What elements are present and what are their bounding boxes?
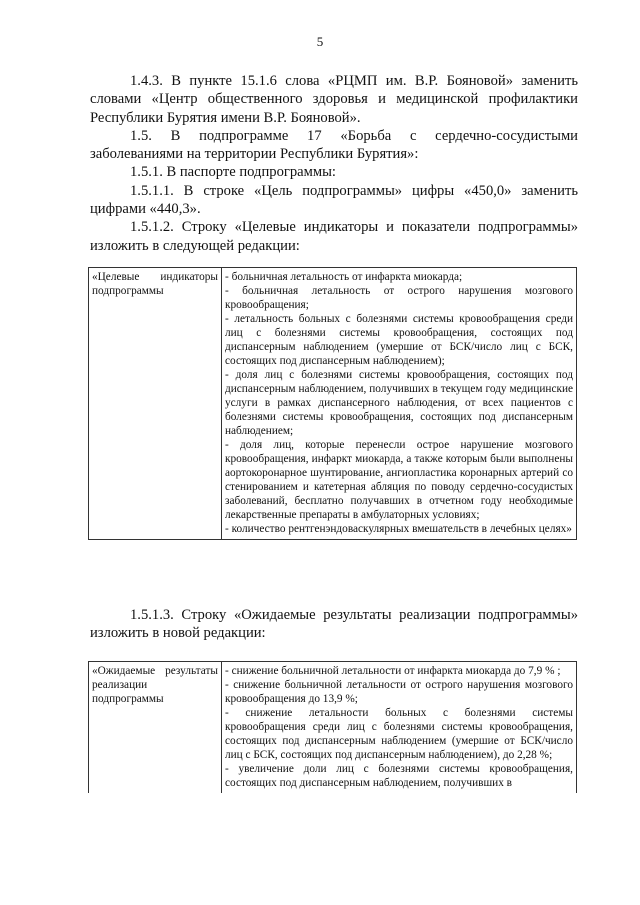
indicators-cell bbox=[222, 268, 577, 540]
list-item: - количество рентгенэндоваскулярных вмешательств в лечебных целях» bbox=[225, 523, 572, 535]
page-number: 5 bbox=[316, 34, 324, 49]
list-item: - увеличение доли лиц с болезнями системы кровообращения, состоящих под диспансерным наблюдением, получивших в bbox=[225, 763, 573, 789]
paragraph-1-5-1: 1.5.1. В паспорте подпрограммы: bbox=[130, 164, 336, 181]
paragraph-1-5-1-2: 1.5.1.2. Строку «Целевые индикаторы и показатели подпрограммы» изложить в следующей редакции: bbox=[90, 219, 578, 254]
list-item: - доля лиц, которые перенесли острое нарушение мозгового кровообращения, инфаркт миокарда, а также которым были выполнены аортокоронарное шунтирование, ангиопластика коронарных артерий со стенированием и катетерная абляция по поводу сердечно-сосудистых заболеваний, бесплатно получавших в отчетном году необходимые лекарственные препараты в амбулаторных условиях; bbox=[225, 439, 573, 521]
table-row bbox=[89, 662, 577, 794]
results-cell bbox=[222, 662, 577, 794]
row-label-cell bbox=[89, 268, 222, 540]
paragraph-1-5-1-1: 1.5.1.1. В строке «Цель подпрограммы» цифры «450,0» заменить цифрами «440,3». bbox=[90, 182, 578, 218]
target-indicators-table bbox=[88, 267, 577, 540]
table-row bbox=[89, 268, 577, 540]
paragraph-1-5-1-3: 1.5.1.3. Строку «Ожидаемые результаты реализации подпрограммы» изложить в новой редакции: bbox=[90, 607, 578, 642]
list-item: - снижение больничной летальности от острого нарушения мозгового кровообращения до 13,9 %; bbox=[225, 679, 573, 705]
paragraph-1-5: 1.5. В подпрограмме 17 «Борьба с сердечно-сосудистыми заболеваниями на территории Республики Бурятия»: bbox=[90, 127, 578, 163]
row-label: «Целевые индикаторы подпрограммы bbox=[92, 271, 218, 297]
expected-results-table bbox=[88, 661, 577, 793]
list-item: - больничная летальность от инфаркта миокарда; bbox=[225, 271, 463, 283]
amendment-text-middle bbox=[90, 606, 578, 643]
row-label-cell bbox=[89, 662, 222, 794]
list-item: - снижение летальности больных с болезнями системы кровообращения среди лиц с болезнями системы кровообращения, состоящих под диспансерным наблюдением (умершие от БСК/число лиц с БСК, состоящих под диспансерным наблюдением), до 2,28 %; bbox=[225, 707, 573, 761]
list-item: - доля лиц с болезнями системы кровообращения, состоящих под диспансерным наблюдением, получивших в текущем году медицинские услуги в рамках диспансерного наблюдения, от всех пациентов с болезнями системы кровообращения, состоящих под диспансерным наблюдением; bbox=[225, 369, 573, 437]
list-item: - снижение больничной летальности от инфаркта миокарда до 7,9 % ; bbox=[225, 665, 561, 677]
list-item: - летальность больных с болезнями системы кровообращения среди лиц с болезнями системы кровообращения, состоящих под диспансерным наблюдением (умершие от БСК/число лиц с БСК, состоящих под диспансерным наблюдением); bbox=[225, 313, 573, 367]
list-item: - больничная летальность от острого нарушения мозгового кровообращения; bbox=[225, 285, 573, 311]
paragraph-1-4-3: 1.4.3. В пункте 15.1.6 слова «РЦМП им. В.Р. Бояновой» заменить словами «Центр общественного здоровья и медицинской профилактики Республики Бурятия имени В.Р. Бояновой». bbox=[90, 73, 578, 126]
expected-results-table-wrap bbox=[88, 661, 578, 831]
row-label: «Ожидаемые результаты реализации подпрограммы bbox=[92, 665, 218, 705]
amendment-text-top bbox=[90, 72, 578, 255]
